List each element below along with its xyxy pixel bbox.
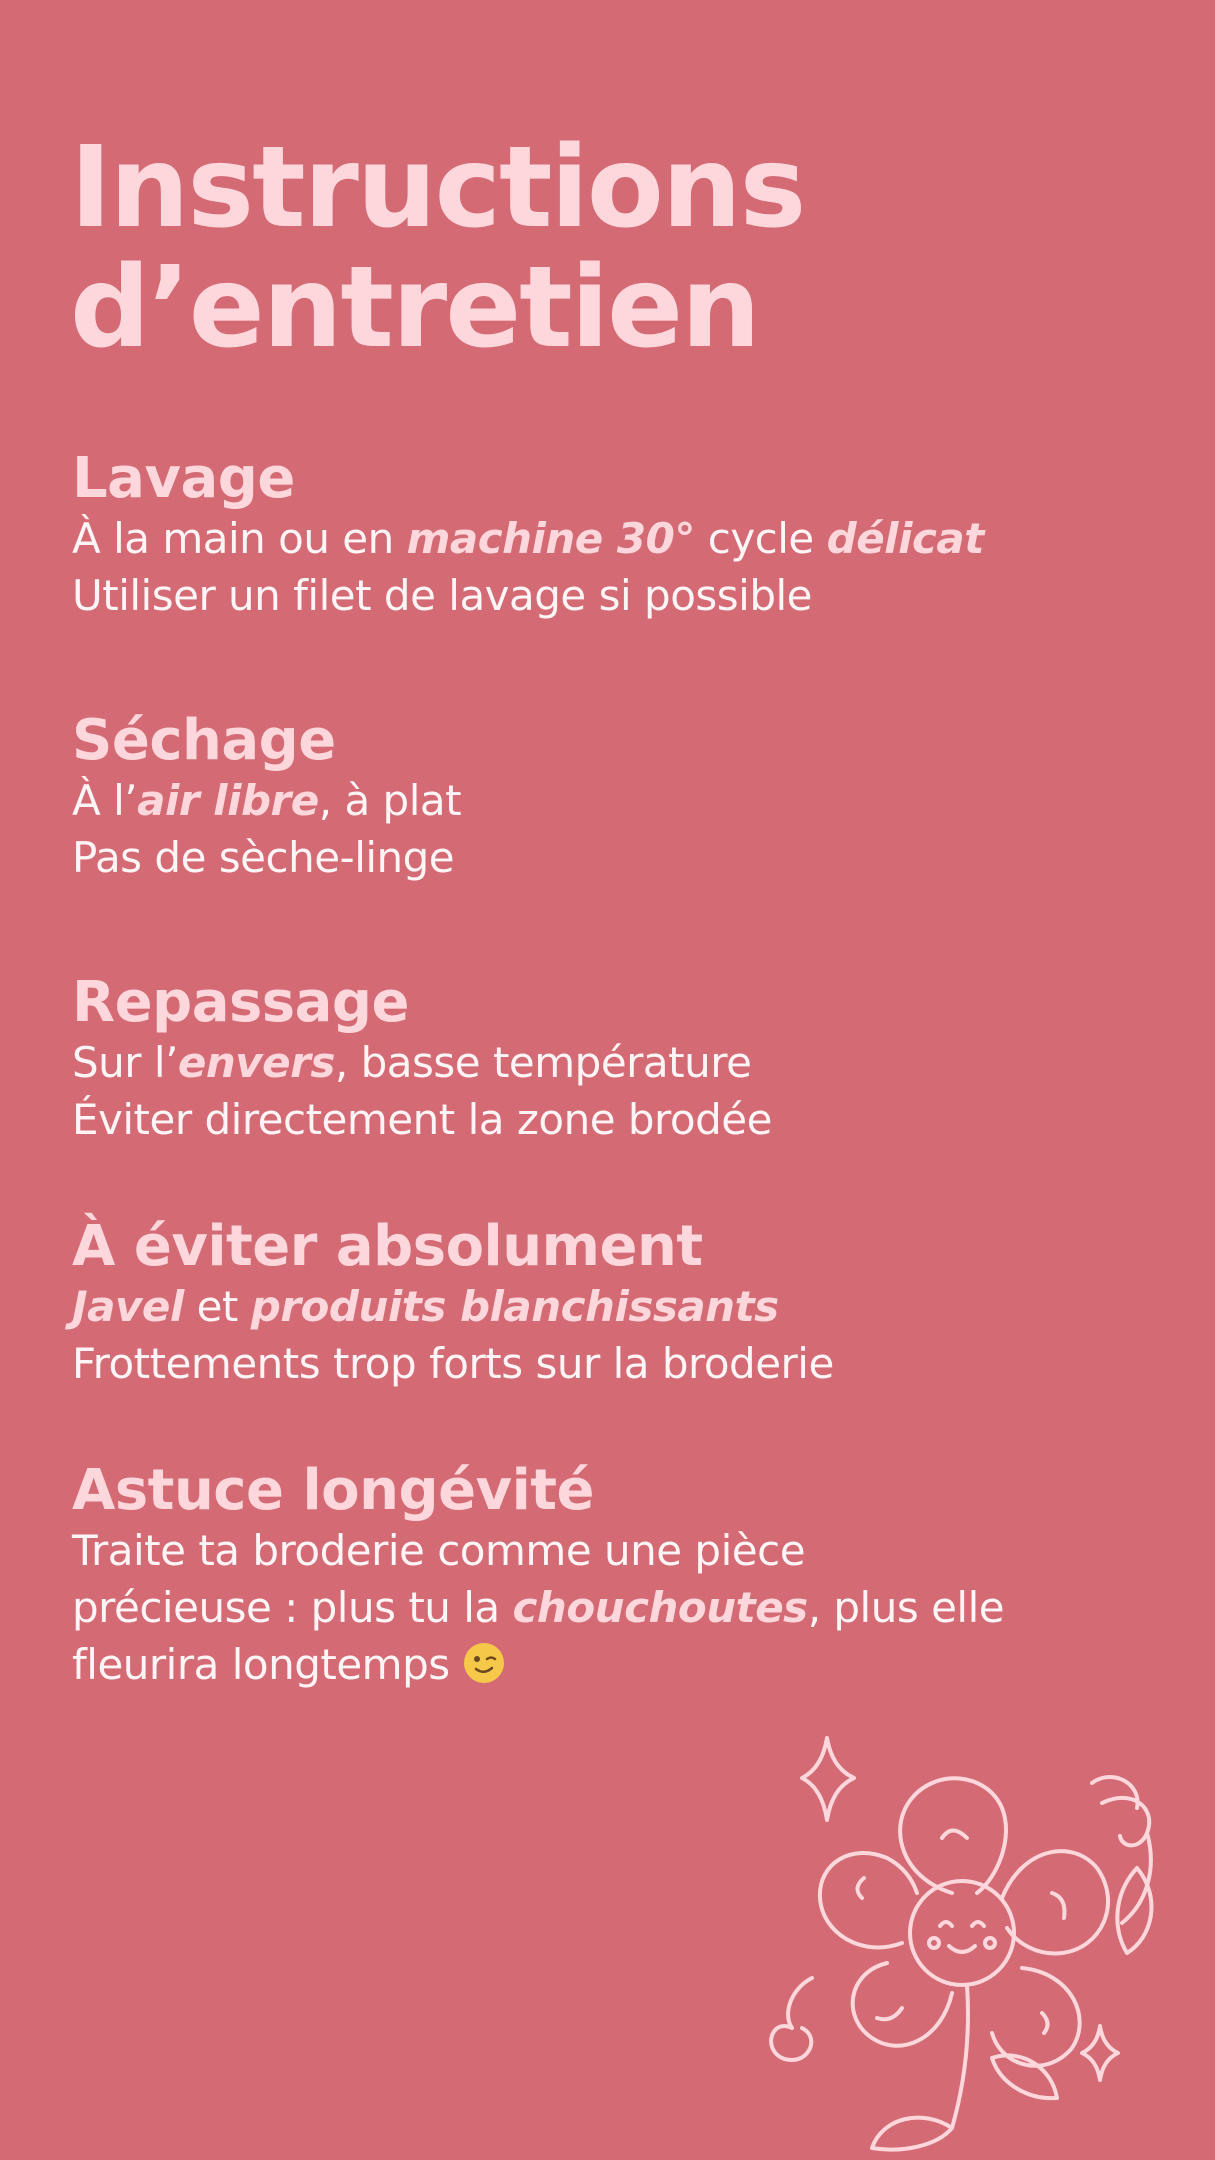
title-line-1: Instructions [70, 123, 805, 253]
page-title [70, 123, 805, 373]
section-heading: Séchage [72, 708, 336, 773]
section-line: Traite ta broderie comme une pièce [72, 1526, 806, 1575]
section-heading: Lavage [72, 446, 295, 511]
section-line: Éviter directement la zone brodée [72, 1095, 772, 1144]
section-sechage [72, 710, 1182, 886]
section-heading: Astuce longévité [72, 1458, 595, 1523]
section-line: précieuse : plus tu la chouchoutes, plus elle [72, 1583, 1005, 1632]
smiling-flower-icon [752, 1728, 1172, 2158]
section-line: Sur l’envers, basse température [72, 1038, 752, 1087]
section-line: Utiliser un filet de lavage si possible [72, 571, 812, 620]
section-lavage [72, 448, 1182, 624]
section-heading: À éviter absolument [72, 1214, 703, 1279]
section-astuce [72, 1460, 1182, 1693]
section-line: À l’air libre, à plat [72, 776, 462, 825]
section-line: Javel et produits blanchissants [72, 1282, 779, 1331]
section-repassage [72, 972, 1182, 1148]
winking-face-icon [462, 1641, 506, 1685]
section-line: Pas de sèche-linge [72, 833, 455, 882]
section-line: À la main ou en machine 30° cycle délicat [72, 514, 984, 563]
section-eviter [72, 1216, 1182, 1392]
title-line-2: d’entretien [70, 243, 759, 373]
section-line: fleurira longtemps [72, 1636, 1182, 1693]
section-line: Frottements trop forts sur la broderie [72, 1339, 834, 1388]
section-heading: Repassage [72, 970, 409, 1035]
